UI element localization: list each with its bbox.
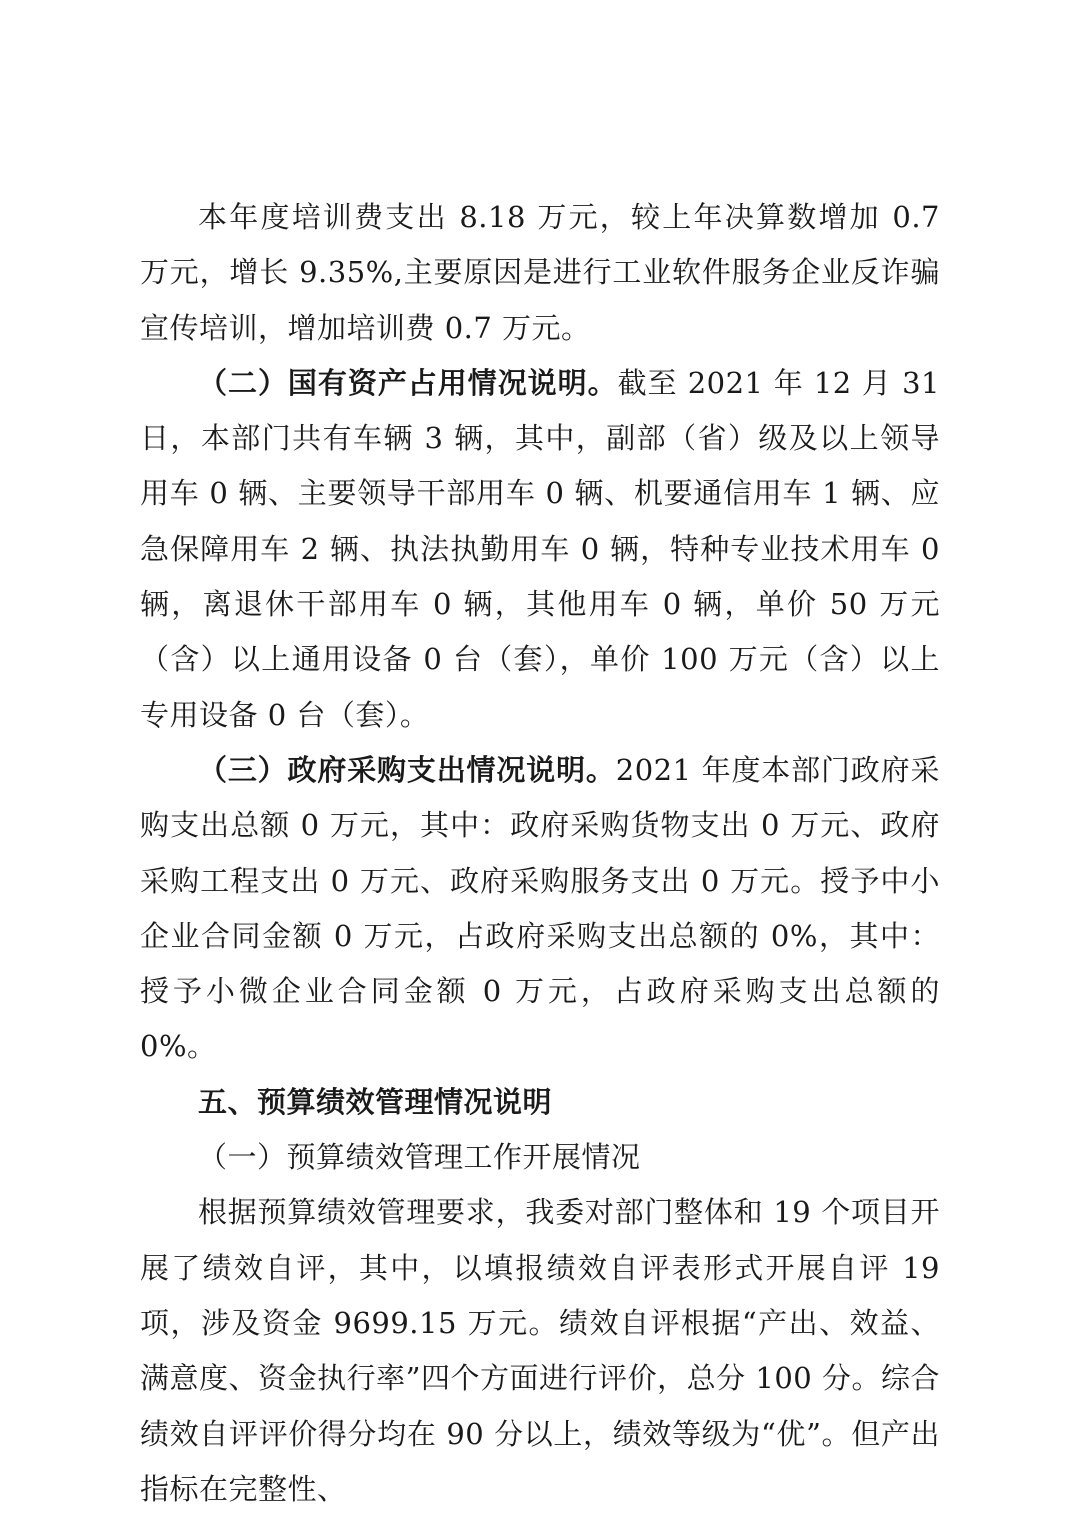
document-body: [140, 190, 940, 1517]
section-heading-government-procurement: （三）政府采购支出情况说明。: [198, 752, 616, 787]
section-heading-performance-management: 五、预算绩效管理情况说明: [198, 1084, 553, 1119]
subheading-performance-work: （一）预算绩效管理工作开展情况: [198, 1140, 641, 1175]
state-assets-text: 截至 2021 年 12 月 31 日，本部门共有车辆 3 辆，其中，副部（省）级及以上领导用车 0 辆、主要领导干部用车 0 辆、机要通信用车 1 辆、应急保障用车 2 辆、执法执勤用车 0 辆，特种专业技术用车 0 辆，离退休干部用车 0 辆，其他用车 0 辆，单价 50 万元（含）以上通用设备 0 台（套），单价 100 万元（含）以上专用设备 0 台（套）。: [140, 365, 940, 732]
paragraph-training-expense: 本年度培训费支出 8.18 万元，较上年决算数增加 0.7 万元，增长 9.35%,主要原因是进行工业软件服务企业反诈骗宣传培训，增加培训费 0.7 万元。: [140, 200, 940, 345]
section-heading-state-assets: （二）国有资产占用情况说明。: [198, 365, 618, 400]
paragraph-performance-evaluation: 根据预算绩效管理要求，我委对部门整体和 19 个项目开展了绩效自评，其中，以填报绩效自评表形式开展自评 19 项，涉及资金 9699.15 万元。绩效自评根据“产出、效益、满意度、资金执行率”四个方面进行评价，总分 100 分。综合绩效自评评价得分均在 90 分以上，绩效等级为“优”。但产出指标在完整性、: [140, 1195, 940, 1506]
paragraph-government-procurement: [140, 743, 940, 1075]
government-procurement-text: 2021 年度本部门政府采购支出总额 0 万元，其中：政府采购货物支出 0 万元、政府采购工程支出 0 万元、政府采购服务支出 0 万元。授予中小企业合同金额 0 万元，占政府采购支出总额的 0%，其中：授予小微企业合同金额 0 万元，占政府采购支出总额的 0%。: [140, 752, 940, 1064]
paragraph-state-assets: [140, 356, 940, 743]
